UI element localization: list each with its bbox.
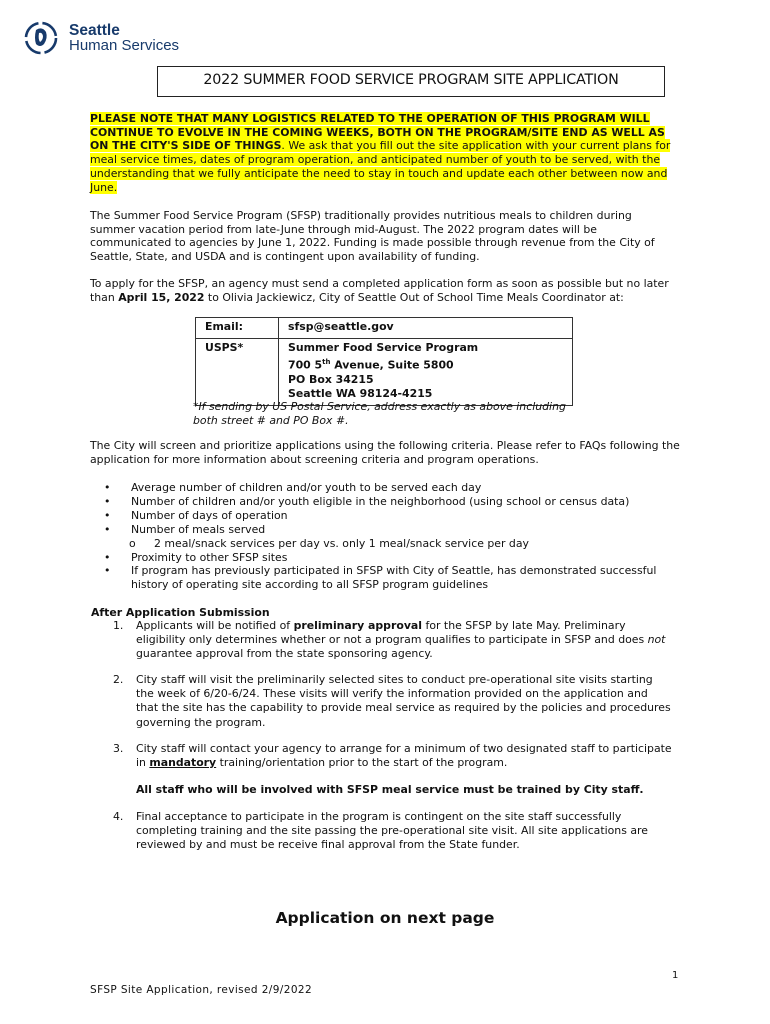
email-row xyxy=(196,318,573,339)
seattle-human-services-logo xyxy=(22,20,197,56)
intro-notice-bold: PLEASE NOTE THAT MANY LOGISTICS RELATED TO THE OPERATION OF THIS PROGRAM WILL CONTINUE TO EVOLVE IN THE COMING WEEKS, BOTH ON THE PROGRAM/SITE END AS WELL AS ON THE CITY'S SIDE OF THINGS xyxy=(90,112,665,153)
numbered-item-2: 2. City staff will visit the preliminarily selected sites to conduct pre-operational site visits starting the week of 6/20-6/24. These visits will verify the information provided on the application and that the site has the capability to provide meal service as required by the policies and procedures governing the program. xyxy=(113,673,671,729)
numbered-item-4: 4. Final acceptance to participate in the program is contingent on the site staff successfully completing training and the site passing the pre-operational site visit. All site applications are reviewed by and must be receive final approval from the State funder. xyxy=(113,810,648,852)
address-line3: PO Box 34215 xyxy=(288,372,374,386)
list-item: • Average number of children and/or youth to be served each day xyxy=(104,481,482,494)
footer-text: SFSP Site Application, revised 2/9/2022 xyxy=(90,984,313,996)
list-item: • If program has previously participated in SFSP with City of Seattle, has demonstrated successful history of operating site according to all SFSP program guidelines xyxy=(104,564,657,592)
apply-text-after: to Olivia Jackiewicz, City of Seattle Out of School Time Meals Coordinator at: xyxy=(204,290,624,304)
intro-notice-rest: . We ask that you fill out the site application with your current plans for meal service times, dates of program operation, and anticipated number of youth to be served, with the understanding that we fully anticipate the need to stay in touch and update each other between now and June. xyxy=(90,139,671,194)
logo-line2: Human Services xyxy=(69,37,180,54)
after-submission-heading: After Application Submission xyxy=(91,606,270,619)
intro-notice xyxy=(90,112,680,194)
address-line4: Seattle WA 98124-4215 xyxy=(288,386,433,400)
screening-intro: The City will screen and prioritize applications using the following criteria. Please refer to FAQs following the application for more information about screening criteria and program operations. xyxy=(90,439,680,466)
apply-instructions xyxy=(90,277,680,304)
list-item: • Number of meals served xyxy=(104,522,266,536)
program-description: The Summer Food Service Program (SFSP) traditionally provides nutritious meals to children during summer vacation period from late-June through mid-August. The 2022 program dates will be communicated to agencies by June 1, 2022. Funding is made possible through revenue from the City of Seattle, State, and USDA and is contingent upon availability of funding. xyxy=(90,209,655,264)
address-line1: Summer Food Service Program xyxy=(288,341,479,354)
list-item: • Number of children and/or youth eligible in the neighborhood (using school or census data) xyxy=(104,494,630,508)
page-title: 2022 SUMMER FOOD SERVICE PROGRAM SITE APPLICATION xyxy=(157,66,665,97)
numbered-item-1: 1. Applicants will be notified of preliminary approval for the SFSP by late May. Preliminary eligibility only determines whether or not a program qualifies to participate in SFSP and does not guarantee approval from the state sponsoring agency. xyxy=(113,619,666,661)
email-value: sfsp@seattle.gov xyxy=(279,318,573,339)
logo-line1: Seattle xyxy=(69,22,120,39)
list-item: • Proximity to other SFSP sites xyxy=(104,550,288,564)
usps-note: *If sending by US Postal Service, address exactly as above including both street # and PO Box #. xyxy=(193,400,566,427)
usps-address xyxy=(279,339,573,406)
training-requirement: All staff who will be involved with SFSP meal service must be trained by City staff. xyxy=(136,783,644,796)
list-subitem: o 2 meal/snack services per day vs. only 1 meal/snack service per day xyxy=(129,536,529,550)
contact-table xyxy=(195,317,573,406)
city-seal-icon xyxy=(22,20,62,56)
usps-label: USPS* xyxy=(196,339,279,406)
numbered-item-3: 3. City staff will contact your agency to arrange for a minimum of two designated staff to participate in mandatory training/orientation prior to the start of the program. xyxy=(113,742,672,770)
email-label: Email: xyxy=(196,318,279,339)
apply-text-before: To apply for the SFSP, an agency must send a completed application form as soon as possible but no later than xyxy=(90,277,669,304)
next-page-heading: Application on next page xyxy=(275,909,495,927)
apply-deadline: April 15, 2022 xyxy=(118,290,205,304)
page-number: 1 xyxy=(672,970,679,981)
criteria-list xyxy=(104,481,674,592)
address-line2: 700 5th Avenue, Suite 5800 xyxy=(288,358,454,372)
usps-row xyxy=(196,339,573,406)
list-item: • Number of days of operation xyxy=(104,508,288,522)
